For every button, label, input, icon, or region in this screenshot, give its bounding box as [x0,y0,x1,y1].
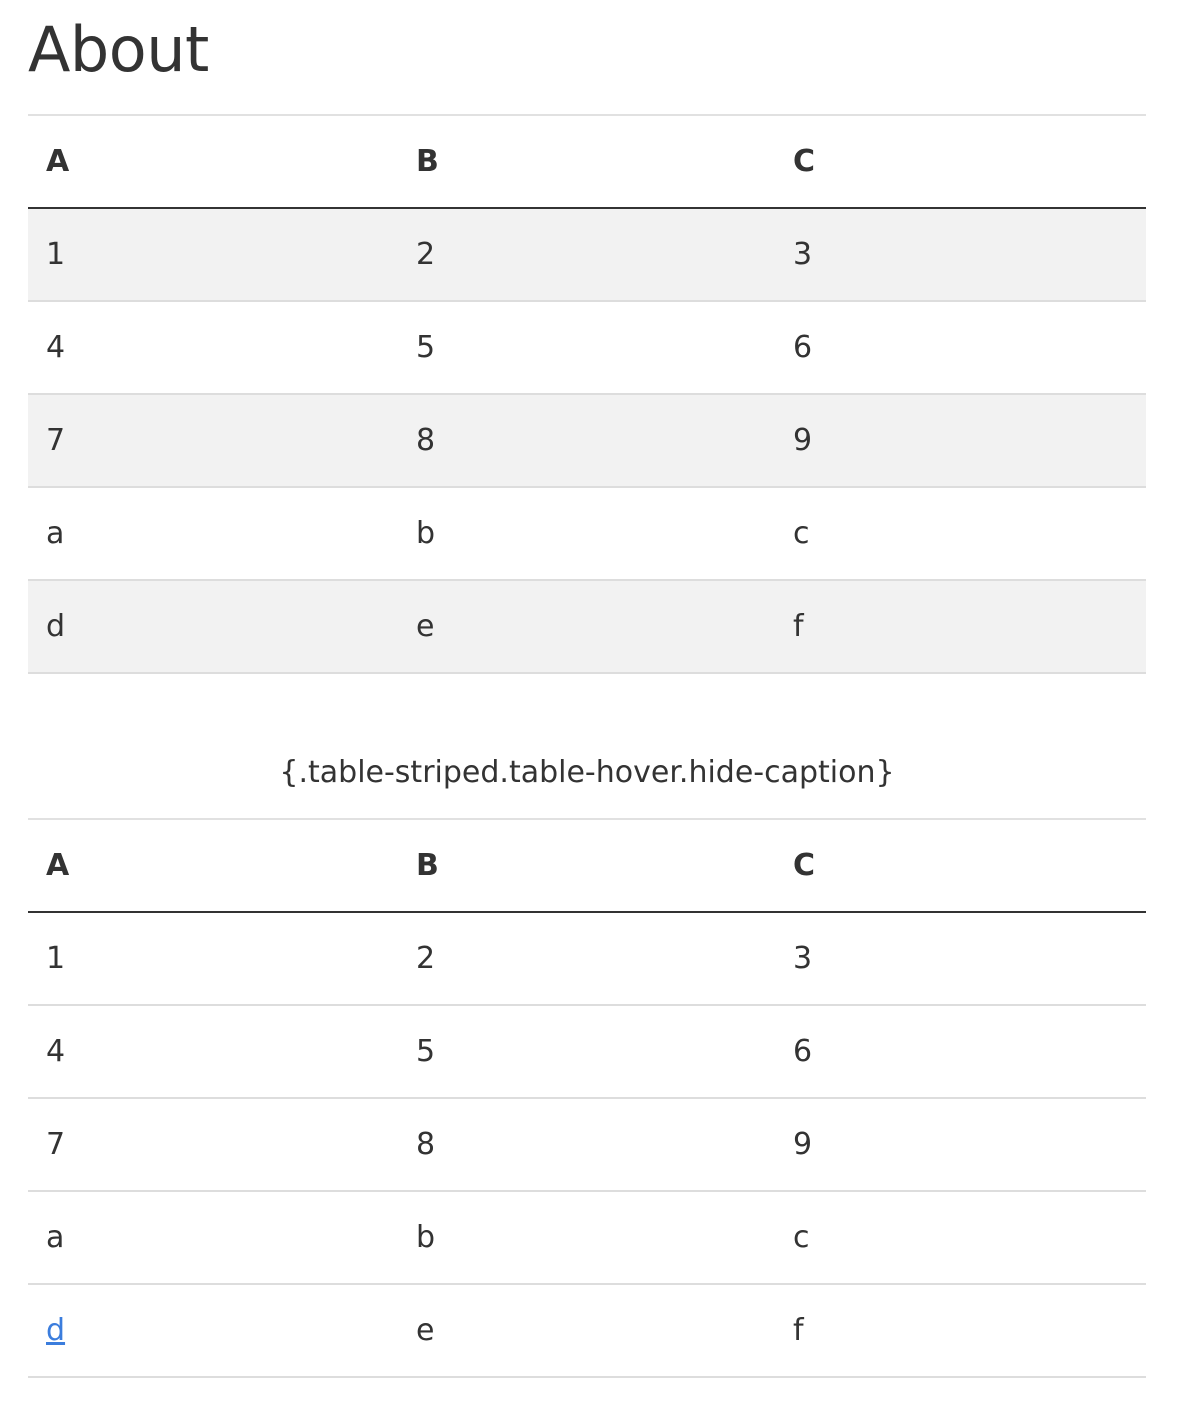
table-cell: c [775,1191,1146,1284]
plain-table [28,818,1146,1378]
table-cell: a [28,487,398,580]
table-header-row [28,819,1146,912]
table-cell: 9 [775,1098,1146,1191]
page-title: About [28,13,209,86]
cell-link-d[interactable]: d [46,1313,66,1348]
table-row [28,1005,1146,1098]
column-header-b: B [398,115,775,208]
table-row [28,487,1146,580]
table-cell: f [775,1284,1146,1377]
column-header-c: C [775,115,1146,208]
table-cell: f [775,580,1146,673]
table-cell: d [28,580,398,673]
table-cell: 9 [775,394,1146,487]
column-header-a: A [28,115,398,208]
table-cell: 2 [398,208,775,301]
table-cell: 3 [775,912,1146,1005]
table-row [28,912,1146,1005]
table-header-row [28,115,1146,208]
table-cell: 5 [398,1005,775,1098]
table-cell: 7 [28,1098,398,1191]
table-caption: {.table-striped.table-hover.hide-caption} [279,755,895,790]
table-cell: b [398,1191,775,1284]
table-row [28,1098,1146,1191]
table-cell: 6 [775,301,1146,394]
table-cell: 7 [28,394,398,487]
column-header-b: B [398,819,775,912]
table-cell: 5 [398,301,775,394]
table-cell [28,1284,398,1377]
table-cell: b [398,487,775,580]
table-cell: 2 [398,912,775,1005]
table-cell: 1 [28,912,398,1005]
table-cell: c [775,487,1146,580]
table-cell: 4 [28,1005,398,1098]
table-cell: 8 [398,1098,775,1191]
table-cell: 6 [775,1005,1146,1098]
table-row [28,301,1146,394]
table-cell: 8 [398,394,775,487]
striped-table [28,114,1146,674]
column-header-c: C [775,819,1146,912]
table-row [28,394,1146,487]
table-cell: 1 [28,208,398,301]
table-row [28,580,1146,673]
column-header-a: A [28,819,398,912]
table-row [28,1284,1146,1377]
table-cell: a [28,1191,398,1284]
table-row [28,208,1146,301]
table-cell: e [398,1284,775,1377]
table-cell: e [398,580,775,673]
table-cell: 4 [28,301,398,394]
table-cell: 3 [775,208,1146,301]
table-row [28,1191,1146,1284]
